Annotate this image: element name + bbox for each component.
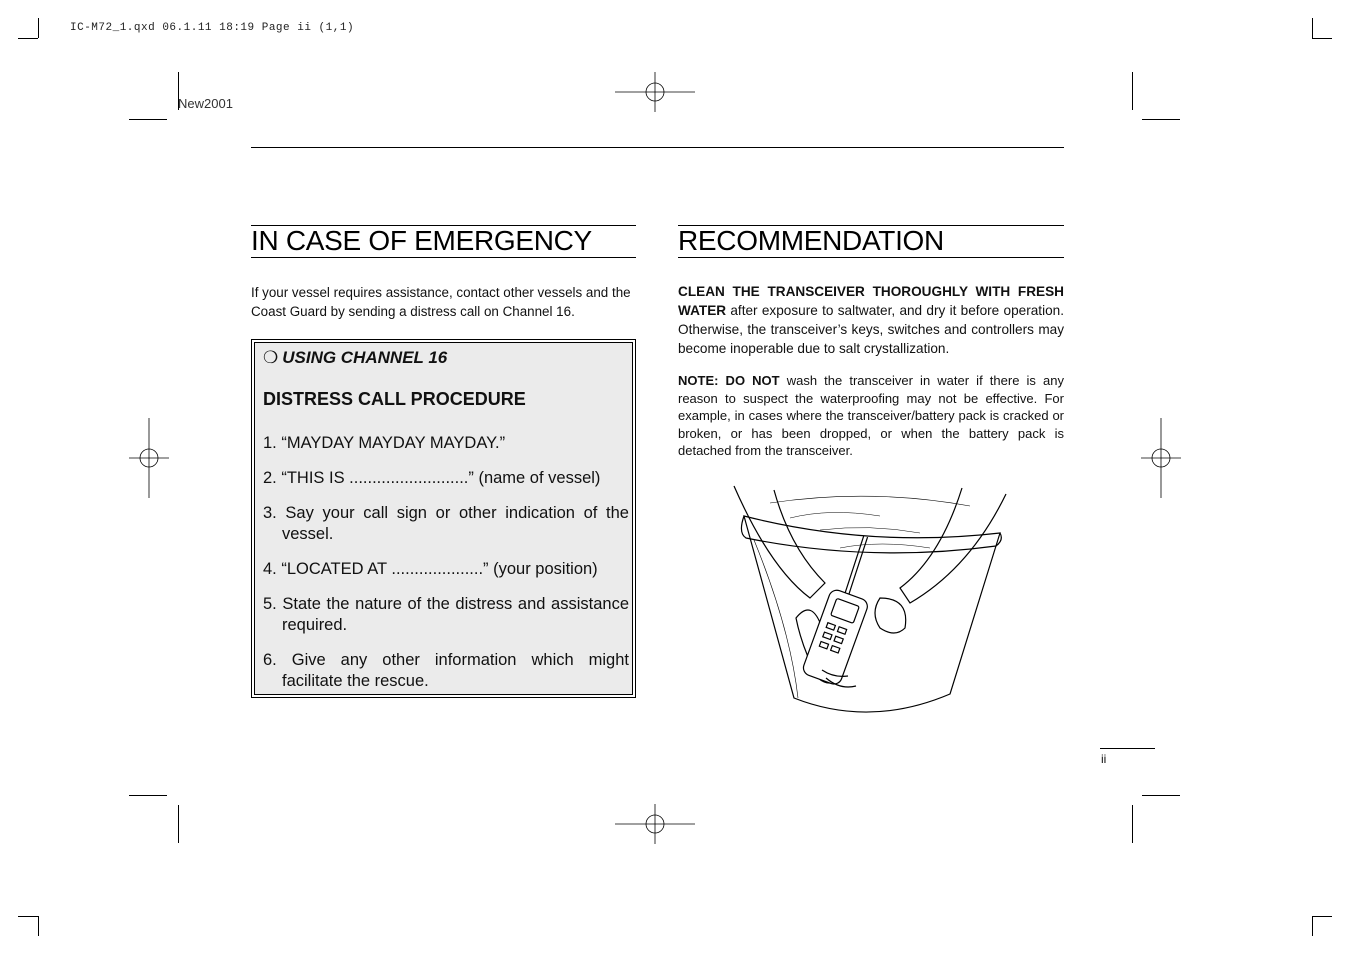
trim-mark [129,119,167,120]
cleaning-emphasis: CLEAN THE TRANSCEIVER THOROUGHLY WITH FRESH WATER [678,284,1064,318]
list-item: 2. “THIS IS ..........................” (name of vessel) [263,469,601,487]
cleaning-paragraph: CLEAN THE TRANSCEIVER THOROUGHLY WITH FRESH WATER after exposure to saltwater, and dry it before operation. Otherwise, the transceiver’s keys, switches and controllers may become inoperable due to salt crystallization. [678,284,1064,356]
crop-mark [1312,38,1332,39]
trim-mark [178,805,179,843]
crop-mark [1312,916,1332,917]
registration-mark-icon [1141,418,1181,498]
list-item: 3. Say your call sign or other indication of the vessel. [263,504,629,543]
page-number-rule [1100,748,1155,749]
header-rule [251,147,1064,148]
procedure-title: DISTRESS CALL PROCEDURE [263,389,526,409]
registration-mark-icon [129,418,169,498]
registration-mark-icon [615,72,695,112]
hands-washing-radio-in-bucket-icon [730,478,1010,728]
page-number: ii [1101,752,1107,766]
emergency-heading: IN CASE OF EMERGENCY [251,225,592,256]
note-paragraph: NOTE: DO NOT wash the transceiver in water if there is any reason to suspect the waterproofing may not be effective. For example, in cases where the transceiver/battery pack is cracked or broken, or has been dropped, or when the battery pack is detached from the transceiver. [678,373,1064,459]
crop-mark [38,916,39,936]
file-slug: IC-M72_1.qxd 06.1.11 18:19 Page ii (1,1) [70,22,355,34]
crop-mark [18,38,38,39]
list-item: 6. Give any other information which might facilitate the rescue. [263,651,629,690]
list-item: 1. “MAYDAY MAYDAY MAYDAY.” [263,434,506,452]
crop-mark [38,18,39,38]
ring-bullet-icon: ❍ [263,348,279,367]
trim-mark [1132,72,1133,110]
list-item: 4. “LOCATED AT ....................” (your position) [263,560,598,578]
heading-rule-bottom [678,257,1064,258]
distress-procedure-box [251,339,636,698]
recommendation-heading: RECOMMENDATION [678,225,944,256]
note-label: NOTE: DO NOT [678,373,780,388]
edition-label: New2001 [178,96,233,111]
trim-mark [1142,795,1180,796]
channel-subheading: ❍ USING CHANNEL 16 [263,348,448,367]
procedure-steps [263,433,629,706]
trim-mark [1142,119,1180,120]
heading-rule-bottom [251,257,636,258]
crop-mark [1312,916,1313,936]
crop-mark [18,916,38,917]
trim-mark [1132,805,1133,843]
list-item: 5. State the nature of the distress and assistance required. [263,595,629,634]
trim-mark [129,795,167,796]
registration-mark-icon [615,804,695,844]
crop-mark [1312,18,1313,38]
emergency-intro: If your vessel requires assistance, contact other vessels and the Coast Guard by sending a distress call on Channel 16. [251,285,631,319]
